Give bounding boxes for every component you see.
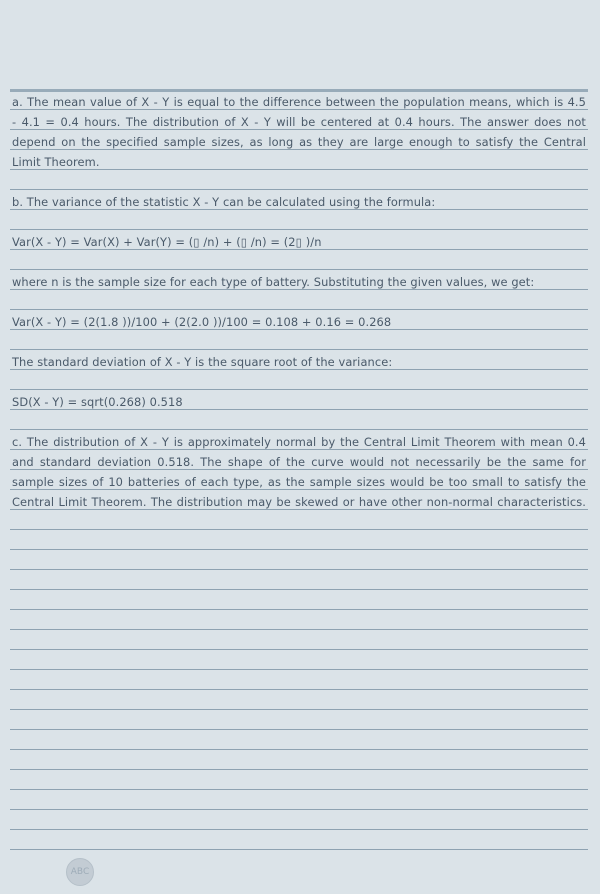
page-stamp: ABC <box>66 858 94 886</box>
text-line: Var(X - Y) = Var(X) + Var(Y) = (▯ /n) + (▯ /n) = (2▯ )/n <box>12 235 322 249</box>
text-line <box>12 292 586 312</box>
ruled-line <box>10 829 588 830</box>
ruled-line <box>10 649 588 650</box>
text-line: The standard deviation of X - Y is the square root of the variance: <box>12 355 393 369</box>
ruled-line <box>10 809 588 810</box>
text-line: and standard deviation 0.518. The shape of the curve would not necessarily be the same for <box>12 455 586 469</box>
ruled-line <box>10 529 588 530</box>
ruled-line <box>10 609 588 610</box>
ruled-line <box>10 629 588 630</box>
text-line: depend on the specified sample sizes, as long as they are large enough to satisfy the Central <box>12 135 586 149</box>
text-line: c. The distribution of X - Y is approximately normal by the Central Limit Theorem with mean 0.4 <box>12 435 586 449</box>
ruled-line <box>10 749 588 750</box>
ruled-line <box>10 709 588 710</box>
text-line: a. The mean value of X - Y is equal to the difference between the population means, which is 4.5 <box>12 95 586 109</box>
text-line: where n is the sample size for each type of battery. Substituting the given values, we get: <box>12 275 535 289</box>
text-line <box>12 212 586 232</box>
ruled-line <box>10 689 588 690</box>
ruled-line <box>10 729 588 730</box>
text-line <box>12 372 586 392</box>
ruled-line <box>10 769 588 770</box>
text-line: Var(X - Y) = (2(1.8 ))/100 + (2(2.0 ))/100 = 0.108 + 0.16 = 0.268 <box>12 315 392 329</box>
text-line: Central Limit Theorem. The distribution may be skewed or have other non-normal characteristics. <box>12 495 586 509</box>
text-line: SD(X - Y) = sqrt(0.268) 0.518 <box>12 395 183 409</box>
text-line <box>12 172 586 192</box>
text-line: sample sizes of 10 batteries of each type, as the sample sizes would be too small to satisfy the <box>12 475 586 489</box>
text-line <box>12 332 586 352</box>
text-line <box>12 252 586 272</box>
text-line: Limit Theorem. <box>12 155 100 169</box>
ruled-line <box>10 549 588 550</box>
text-line <box>12 412 586 432</box>
ruled-line <box>10 789 588 790</box>
text-line: - 4.1 = 0.4 hours. The distribution of X - Y will be centered at 0.4 hours. The answer does not <box>12 115 586 129</box>
ruled-line <box>10 569 588 570</box>
ruled-line <box>10 669 588 670</box>
ruled-line <box>10 589 588 590</box>
ruled-line <box>10 849 588 850</box>
text-line: b. The variance of the statistic X - Y can be calculated using the formula: <box>12 195 436 209</box>
